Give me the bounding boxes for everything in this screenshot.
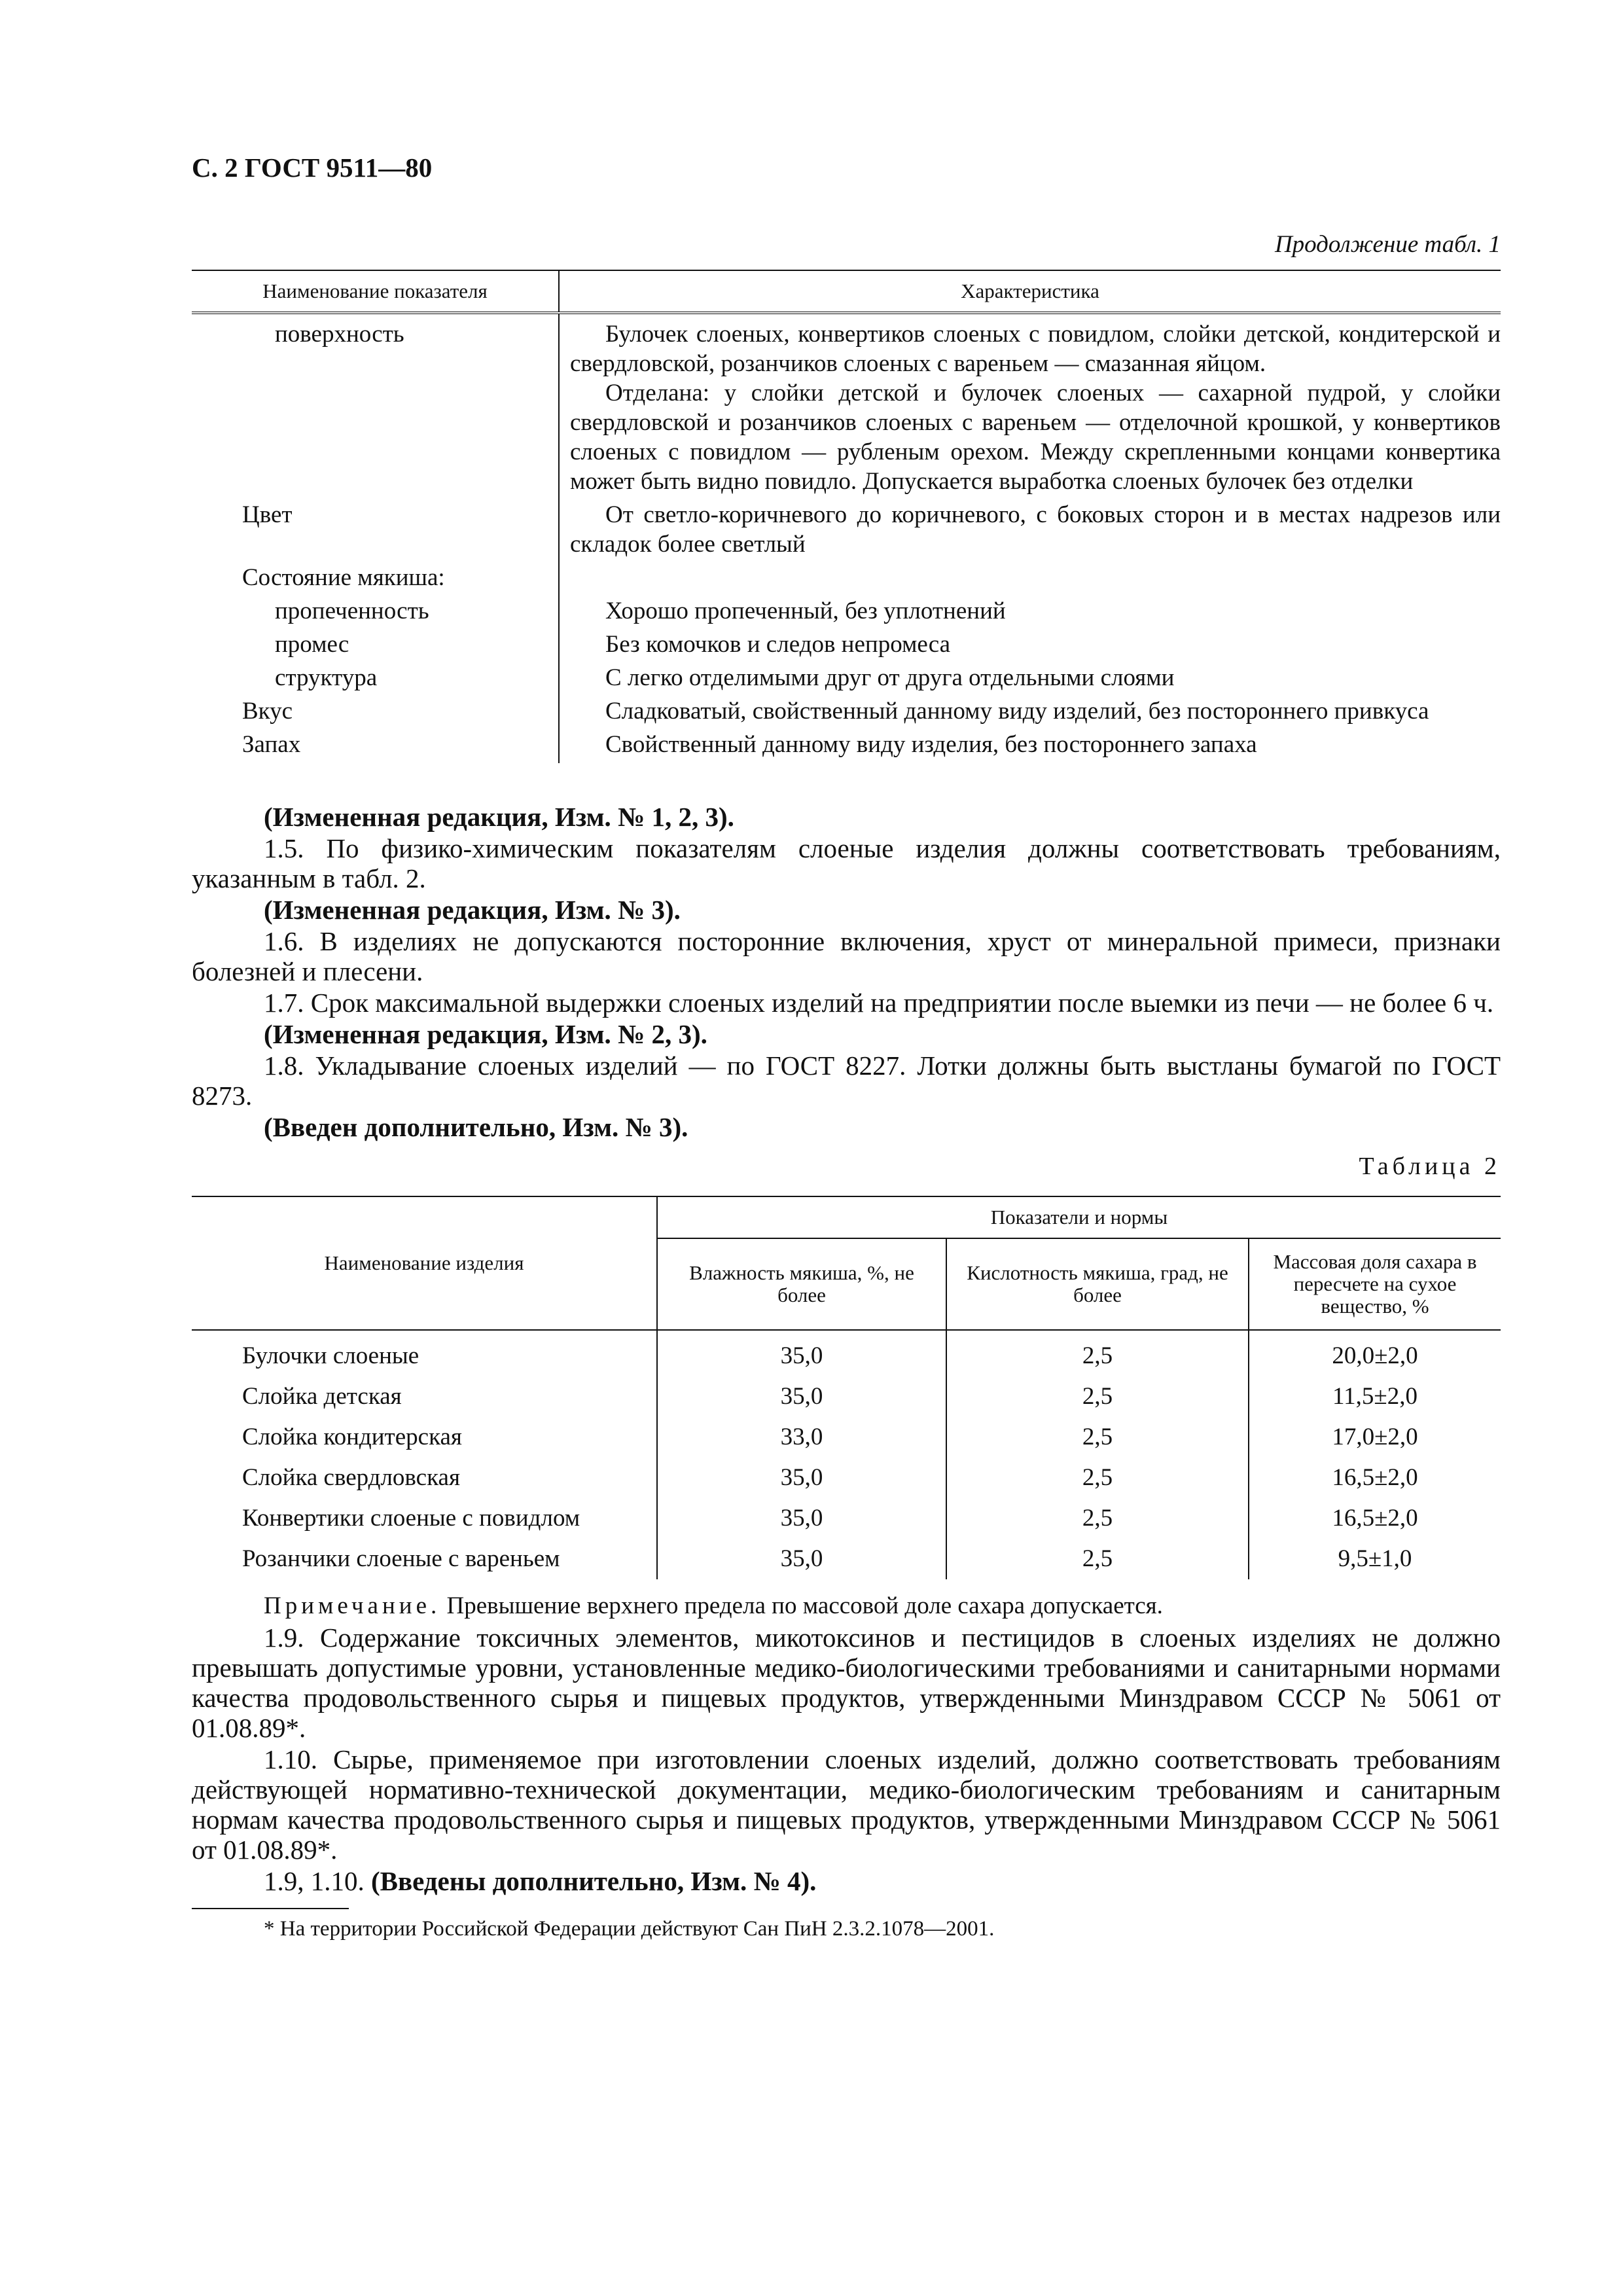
revision-prefix: 1.9, 1.10. <box>264 1866 365 1896</box>
table-row <box>192 1458 1501 1498</box>
physicochemical-table <box>192 1196 1501 1579</box>
col-header-group: Показатели и нормы <box>657 1196 1501 1238</box>
col-header-characteristic: Характеристика <box>559 270 1501 313</box>
characteristic-text: С легко отделимыми друг от друга отдельными слоями <box>605 664 1175 691</box>
paragraph-1-9: 1.9. Содержание токсичных элементов, микотоксинов и пестицидов в слоеных изделиях не должно превышать допустимые уровни, установленные медико-биологическими требованиями и санитарными нормами качества продовольственного сырья и пищевых продуктов, утвержденными Минздравом СССР № 5061 от 01.08.89*. <box>192 1623 1501 1743</box>
product-name: Слойка свердловская <box>192 1458 657 1498</box>
table-row <box>192 500 1501 563</box>
revision-note: (Введен дополнительно, Изм. № 3). <box>264 1112 688 1142</box>
revision-note: (Измененная редакция, Изм. № 3). <box>264 895 681 925</box>
col-header-product-name: Наименование изделия <box>192 1196 657 1330</box>
col-header-acidity: Кислотность мякиша, град, не более <box>946 1238 1249 1330</box>
revision-note: (Измененная редакция, Изм. № 1, 2, 3). <box>264 802 734 832</box>
paragraph-1-10: 1.10. Сырье, применяемое при изготовлении слоеных изделий, должно соответствовать требованиям действующей нормативно-технической документации, медико-биологическим требованиям и санитарным нормам качества продовольственного сырья и пищевых продуктов, утвержденными Минздравом СССР № 5061 от 01.08.89*. <box>192 1744 1501 1865</box>
revision-bold: (Введены дополнительно, Изм. № 4). <box>371 1866 817 1896</box>
table-row <box>192 1498 1501 1539</box>
page-header: С. 2 ГОСТ 9511—80 <box>192 152 433 183</box>
moisture-value: 35,0 <box>657 1330 946 1376</box>
revision-note-1-9-1-10 <box>192 1866 1501 1896</box>
characteristic-text: Отделана: у слойки детской и булочек слоеных — сахарной пудрой, у слойки свердловской и розанчиков слоеных с вареньем — отделочной крошкой, у конвертиков слоеных с повидлом — рубленым орехом. Между скрепленными концами конвертика может быть видно повидло. Допускается выработка слоеных булочек без отделки <box>570 380 1501 495</box>
characteristic-text: Свойственный данному виду изделия, без постороннего запаха <box>605 731 1257 758</box>
indicator-name: Состояние мякиша: <box>192 563 559 596</box>
characteristic-text: От светло-коричневого до коричневого, с боковых сторон и в местах надрезов или складок более светлый <box>570 501 1501 558</box>
paragraph-1-7: 1.7. Срок максимальной выдержки слоеных изделий на предприятии после выемки из печи — не более 6 ч. <box>264 988 1494 1018</box>
paragraph-1-5: 1.5. По физико-химическим показателям слоеные изделия должны соответствовать требованиям, указанным в табл. 2. <box>192 833 1501 893</box>
characteristic-text: Сладковатый, свойственный данному виду изделий, без постороннего привкуса <box>605 698 1429 725</box>
table-continuation-label: Продолжение табл. 1 <box>1274 231 1501 258</box>
table-note <box>192 1591 1501 1621</box>
table-2-title: Таблица 2 <box>1359 1153 1501 1180</box>
indicator-name: поверхность <box>192 313 559 500</box>
revision-note: (Измененная редакция, Изм. № 2, 3). <box>264 1019 707 1049</box>
sugar-value: 11,5±2,0 <box>1332 1383 1418 1410</box>
indicator-name: Вкус <box>192 696 559 730</box>
table-row <box>192 730 1501 763</box>
indicator-name: Запах <box>192 730 559 763</box>
table-row <box>192 313 1501 500</box>
indicator-name: пропеченность <box>192 596 559 630</box>
sugar-value: 20,0±2,0 <box>1332 1342 1418 1369</box>
col-header-sugar: Массовая доля сахара в пересчете на сухое вещество, % <box>1249 1238 1501 1330</box>
footnote: * На территории Российской Федерации действуют Сан ПиН 2.3.2.1078—2001. <box>264 1917 995 1941</box>
note-label: Примечание. <box>264 1592 441 1619</box>
indicator-name: промес <box>192 630 559 663</box>
table-row <box>192 563 1501 596</box>
acidity-value: 2,5 <box>946 1539 1249 1579</box>
table-row <box>192 1376 1501 1417</box>
acidity-value: 2,5 <box>946 1458 1249 1498</box>
sugar-value: 9,5±1,0 <box>1338 1545 1412 1572</box>
characteristics-table <box>192 270 1501 763</box>
note-text: Превышение верхнего предела по массовой доле сахара допускается. <box>446 1592 1163 1619</box>
footnote-divider <box>192 1908 349 1909</box>
table-row <box>192 1330 1501 1376</box>
product-name: Булочки слоеные <box>192 1330 657 1376</box>
sugar-value: 16,5±2,0 <box>1332 1505 1418 1532</box>
table-row <box>192 1417 1501 1458</box>
moisture-value: 35,0 <box>657 1376 946 1417</box>
sugar-value: 16,5±2,0 <box>1332 1464 1418 1491</box>
document-body <box>192 802 1501 1945</box>
acidity-value: 2,5 <box>946 1330 1249 1376</box>
acidity-value: 2,5 <box>946 1498 1249 1539</box>
moisture-value: 35,0 <box>657 1498 946 1539</box>
table-row <box>192 630 1501 663</box>
product-name: Слойка кондитерская <box>192 1417 657 1458</box>
moisture-value: 35,0 <box>657 1458 946 1498</box>
product-name: Конвертики слоеные с повидлом <box>192 1498 657 1539</box>
paragraph-1-6: 1.6. В изделиях не допускаются посторонние включения, хруст от минеральной примеси, признаки болезней и плесени. <box>192 926 1501 986</box>
table-row <box>192 1539 1501 1579</box>
moisture-value: 33,0 <box>657 1417 946 1458</box>
product-name: Розанчики слоеные с вареньем <box>192 1539 657 1579</box>
paragraph-1-8: 1.8. Укладывание слоеных изделий — по ГОСТ 8227. Лотки должны быть выстланы бумагой по ГОСТ 8273. <box>192 1050 1501 1111</box>
table-row <box>192 596 1501 630</box>
indicator-name: структура <box>192 663 559 696</box>
product-name: Слойка детская <box>192 1376 657 1417</box>
acidity-value: 2,5 <box>946 1376 1249 1417</box>
characteristic-text: Без комочков и следов непромеса <box>605 631 951 658</box>
characteristic-text: Хорошо пропеченный, без уплотнений <box>605 598 1006 624</box>
sugar-value: 17,0±2,0 <box>1332 1424 1418 1450</box>
acidity-value: 2,5 <box>946 1417 1249 1458</box>
characteristic-text: Булочек слоеных, конвертиков слоеных с повидлом, слойки детской, кондитерской и свердловской, розанчиков слоеных с вареньем — смазанная яйцом. <box>570 321 1501 377</box>
indicator-name: Цвет <box>192 500 559 563</box>
moisture-value: 35,0 <box>657 1539 946 1579</box>
table-row <box>192 696 1501 730</box>
col-header-moisture: Влажность мякиша, %, не более <box>657 1238 946 1330</box>
table-row <box>192 663 1501 696</box>
col-header-indicator: Наименование показателя <box>192 270 559 313</box>
